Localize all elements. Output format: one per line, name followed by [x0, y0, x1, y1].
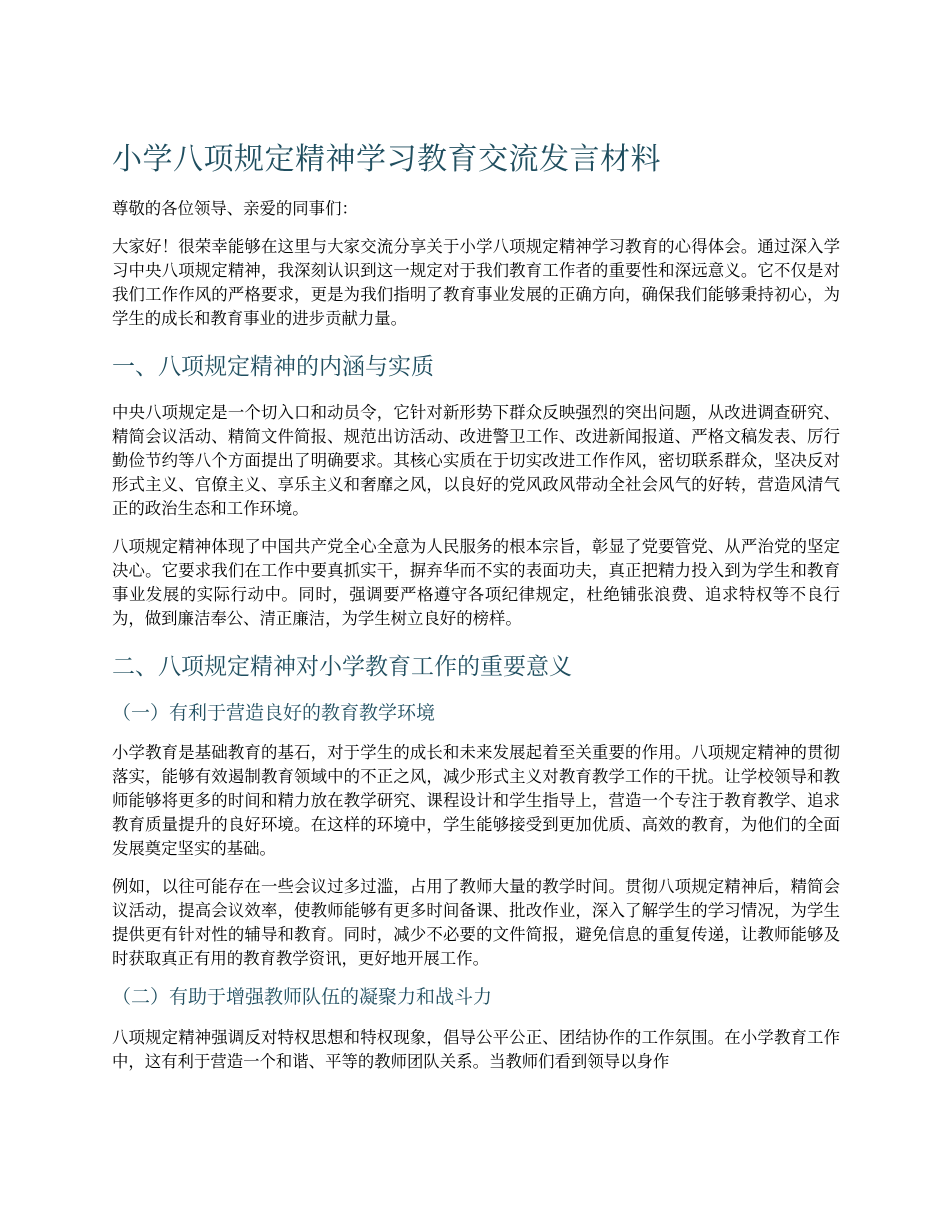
greeting-paragraph: 尊敬的各位领导、亲爱的同事们： [112, 199, 358, 218]
document-title: 小学八项规定精神学习教育交流发言材料 [112, 142, 661, 177]
subsection-2-2-paragraph-1: 八项规定精神强调反对特权思想和特权现象，倡导公平公正、团结协作的工作氛围。在小学教育工作中，这有利于营造一个和谐、平等的教师团队关系。当教师们看到领导以身作 [112, 1028, 840, 1072]
section-1-heading: 一、八项规定精神的内涵与实质 [112, 354, 434, 380]
intro-paragraph: 大家好！很荣幸能够在这里与大家交流分享关于小学八项规定精神学习教育的心得体会。通过深入学习中央八项规定精神，我深刻认识到这一规定对于我们教育工作者的重要性和深远意义。它不仅是对我们工作作风的严格要求，更是为我们指明了教育事业发展的正确方向，确保我们能够秉持初心，为学生的成长和教育事业的进步贡献力量。 [112, 237, 840, 328]
subsection-2-2-heading: （二）有助于增强教师队伍的凝聚力和战斗力 [112, 986, 493, 1009]
section-1-paragraph-1: 中央八项规定是一个切入口和动员令，它针对新形势下群众反映强烈的突出问题，从改进调查研究、精简会议活动、精简文件简报、规范出访活动、改进警卫工作、改进新闻报道、严格文稿发表、厉行勤俭节约等八个方面提出了明确要求。其核心实质在于切实改进工作作风，密切联系群众，坚决反对形式主义、官僚主义、享乐主义和奢靡之风，以良好的党风政风带动全社会风气的好转，营造风清气正的政治生态和工作环境。 [112, 402, 840, 518]
subsection-2-1-heading: （一）有利于营造良好的教育教学环境 [112, 701, 436, 724]
subsection-2-1-paragraph-2: 例如，以往可能存在一些会议过多过滥，占用了教师大量的教学时间。贯彻八项规定精神后，精简会议活动，提高会议效率，使教师能够有更多时间备课、批改作业，深入了解学生的学习情况，为学生提供更有针对性的辅导和教育。同时，减少不必要的文件简报，避免信息的重复传递，让教师能够及时获取真正有用的教育教学资讯，更好地开展工作。 [112, 877, 840, 969]
subsection-2-1-paragraph-1: 小学教育是基础教育的基石，对于学生的成长和未来发展起着至关重要的作用。八项规定精神的贯彻落实，能够有效遏制教育领域中的不正之风，减少形式主义对教育教学工作的干扰。让学校领导和教师能够将更多的时间和精力放在教学研究、课程设计和学生指导上，营造一个专注于教育教学、追求教育质量提升的良好环境。在这样的环境中，学生能够接受到更加优质、高效的教育，为他们的全面发展奠定坚实的基础。 [112, 743, 840, 859]
section-2-heading: 二、八项规定精神对小学教育工作的重要意义 [112, 653, 572, 680]
section-1-paragraph-2: 八项规定精神体现了中国共产党全心全意为人民服务的根本宗旨，彰显了党要管党、从严治党的坚定决心。它要求我们在工作中要真抓实干，摒弃华而不实的表面功夫，真正把精力投入到为学生和教育事业发展的实际行动中。同时，强调要严格遵守各项纪律规定，杜绝铺张浪费、追求特权等不良行为，做到廉洁奉公、清正廉洁，为学生树立良好的榜样。 [112, 536, 840, 628]
document-page [112, 140, 840, 1088]
